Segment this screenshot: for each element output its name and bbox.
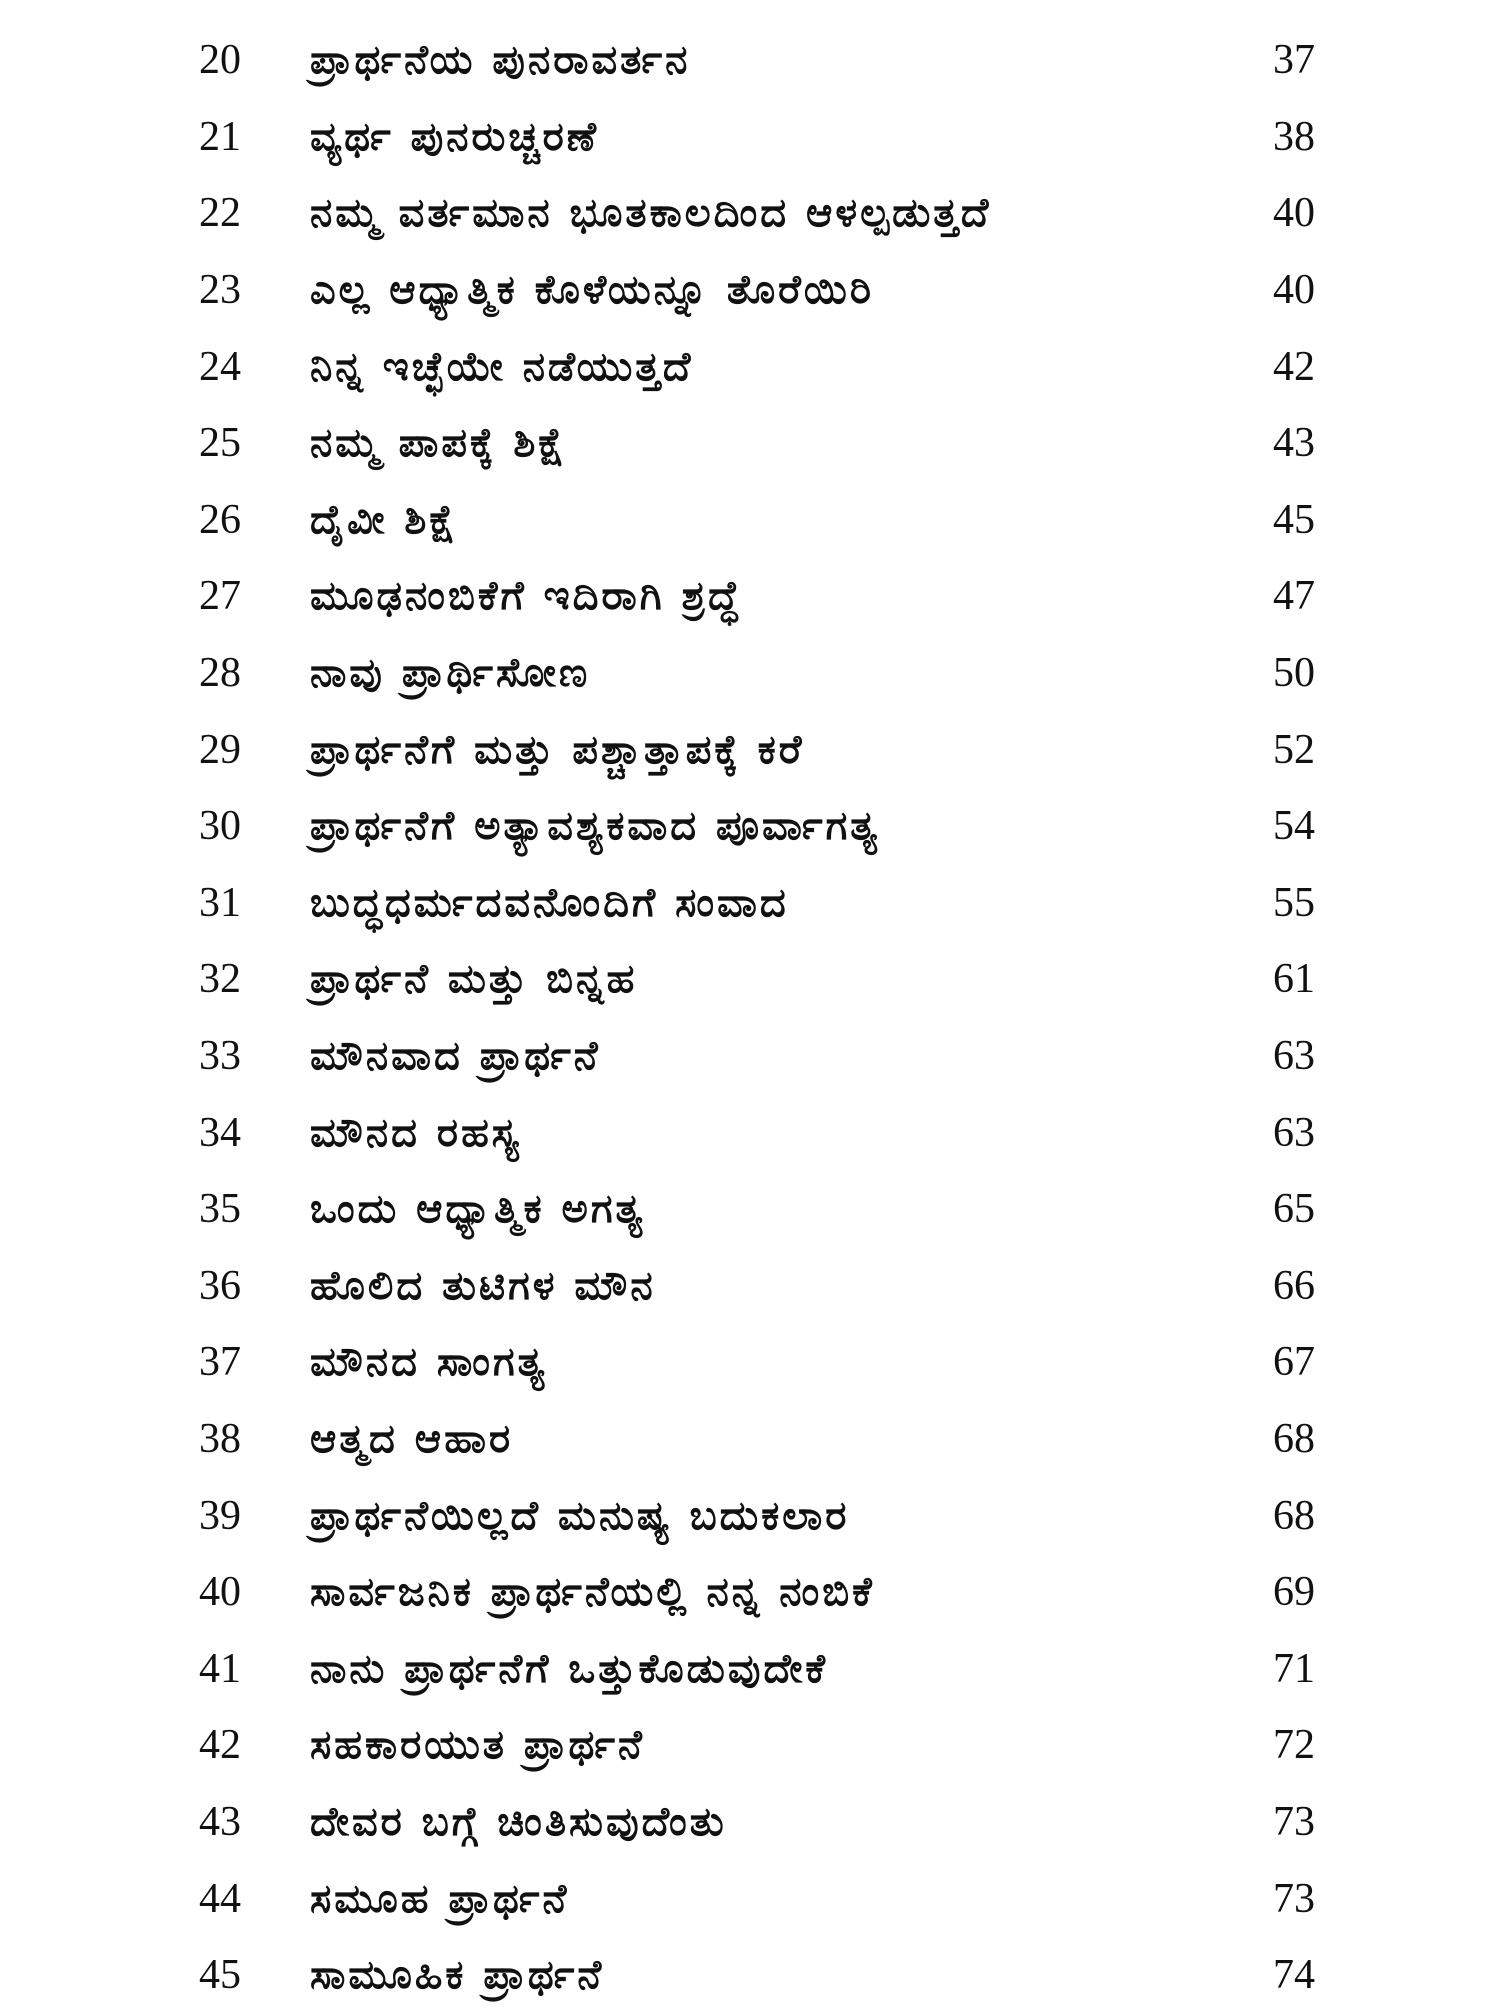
entry-number: 34: [199, 1109, 241, 1156]
entry-title: ಮೂಢನಂಬಿಕೆಗೆ ಇದಿರಾಗಿ ಶ್ರದ್ಧೆ: [310, 573, 742, 620]
entry-number: 35: [199, 1186, 241, 1233]
entry-page: 73: [1273, 1875, 1315, 1922]
entry-page: 66: [1273, 1262, 1315, 1309]
entry-title: ನಾವು ಪ್ರಾರ್ಥಿಸೋಣ: [310, 650, 591, 697]
entry-number: 41: [199, 1645, 241, 1692]
toc-entry: [0, 635, 1500, 712]
entry-title: ನಿನ್ನ ಇಚ್ಛೆಯೇ ನಡೆಯುತ್ತದೆ: [310, 343, 694, 390]
entry-title: ಪ್ರಾರ್ಥನೆಯ ಪುನರಾವರ್ತನ: [310, 37, 691, 84]
toc-entry: [0, 1630, 1500, 1707]
entry-title: ಸಮೂಹ ಪ್ರಾರ್ಥನೆ: [310, 1875, 570, 1922]
entry-title: ಪ್ರಾರ್ಥನೆ ಮತ್ತು ಬಿನ್ನಹ: [310, 956, 638, 1003]
entry-title: ಹೊಲಿದ ತುಟಿಗಳ ಮೌನ: [310, 1262, 656, 1309]
entry-title: ದೈವೀ ಶಿಕ್ಷೆ: [310, 496, 459, 543]
entry-number: 45: [199, 1952, 241, 1999]
toc-entry: [0, 22, 1500, 99]
entry-number: 29: [199, 726, 241, 773]
toc-entry: [0, 328, 1500, 405]
entry-title: ಬುದ್ಧಧರ್ಮದವನೊಂದಿಗೆ ಸಂವಾದ: [310, 879, 789, 926]
entry-number: 36: [199, 1262, 241, 1309]
entry-page: 69: [1273, 1569, 1315, 1616]
entry-number: 22: [199, 190, 241, 237]
entry-number: 24: [199, 343, 241, 390]
entry-title: ಸಾರ್ವಜನಿಕ ಪ್ರಾರ್ಥನೆಯಲ್ಲಿ ನನ್ನ ನಂಬಿಕೆ: [310, 1569, 875, 1616]
toc-entry: [0, 711, 1500, 788]
entry-number: 38: [199, 1415, 241, 1462]
toc-entry: [0, 1937, 1500, 2013]
entry-title: ನಮ್ಮ ವರ್ತಮಾನ ಭೂತಕಾಲದಿಂದ ಆಳಲ್ಪಡುತ್ತದೆ: [310, 190, 992, 237]
toc-entry: [0, 1554, 1500, 1631]
toc-entry: [0, 1018, 1500, 1095]
toc-entry: [0, 1171, 1500, 1248]
entry-page: 40: [1273, 190, 1315, 237]
entry-number: 44: [199, 1875, 241, 1922]
toc-entry: [0, 1784, 1500, 1861]
entry-page: 50: [1273, 650, 1315, 697]
entry-page: 42: [1273, 343, 1315, 390]
entry-title: ನಮ್ಮ ಪಾಪಕ್ಕೆ ಶಿಕ್ಷೆ: [310, 420, 568, 467]
toc-entry: [0, 252, 1500, 329]
entry-page: 45: [1273, 496, 1315, 543]
toc-entry: [0, 99, 1500, 176]
entry-page: 74: [1273, 1952, 1315, 1999]
entry-number: 31: [199, 879, 241, 926]
entry-title: ವ್ಯರ್ಥ ಪುನರುಚ್ಚರಣೆ: [310, 113, 599, 160]
entry-number: 39: [199, 1492, 241, 1539]
toc-entry: [0, 788, 1500, 865]
entry-number: 23: [199, 267, 241, 314]
entry-title: ಸಾಮೂಹಿಕ ಪ್ರಾರ್ಥನೆ: [310, 1952, 605, 1999]
entry-number: 30: [199, 803, 241, 850]
entry-page: 68: [1273, 1492, 1315, 1539]
entry-title: ನಾನು ಪ್ರಾರ್ಥನೆಗೆ ಒತ್ತುಕೊಡುವುದೇಕೆ: [310, 1645, 829, 1692]
entry-page: 72: [1273, 1722, 1315, 1769]
entry-page: 52: [1273, 726, 1315, 773]
entry-page: 61: [1273, 956, 1315, 1003]
entry-page: 68: [1273, 1415, 1315, 1462]
entry-page: 40: [1273, 267, 1315, 314]
entry-title: ಆತ್ಮದ ಆಹಾರ: [310, 1415, 514, 1462]
toc-entry: [0, 175, 1500, 252]
entry-number: 27: [199, 573, 241, 620]
entry-number: 20: [199, 37, 241, 84]
toc-entry: [0, 1860, 1500, 1937]
entry-number: 42: [199, 1722, 241, 1769]
toc-entry: [0, 1094, 1500, 1171]
entry-page: 38: [1273, 113, 1315, 160]
toc-entry: [0, 865, 1500, 942]
entry-page: 63: [1273, 1109, 1315, 1156]
toc-entry: [0, 1401, 1500, 1478]
entry-title: ಪ್ರಾರ್ಥನೆಗೆ ಅತ್ಯಾವಶ್ಯಕವಾದ ಪೂರ್ವಾಗತ್ಯ: [310, 803, 880, 850]
entry-page: 65: [1273, 1186, 1315, 1233]
toc-entry: [0, 941, 1500, 1018]
toc-entry: [0, 405, 1500, 482]
entry-number: 21: [199, 113, 241, 160]
entry-page: 37: [1273, 37, 1315, 84]
entry-page: 43: [1273, 420, 1315, 467]
entry-title: ಮೌನದ ಸಾಂಗತ್ಯ: [310, 1339, 548, 1386]
toc-entry: [0, 1248, 1500, 1325]
entry-number: 40: [199, 1569, 241, 1616]
entry-page: 55: [1273, 879, 1315, 926]
entry-page: 47: [1273, 573, 1315, 620]
entry-number: 37: [199, 1339, 241, 1386]
entry-title: ಒಂದು ಆಧ್ಯಾತ್ಮಿಕ ಅಗತ್ಯ: [310, 1186, 646, 1233]
table-of-contents: [0, 22, 1500, 2013]
entry-page: 63: [1273, 1033, 1315, 1080]
toc-entry: [0, 1707, 1500, 1784]
toc-entry: [0, 1477, 1500, 1554]
entry-title: ಮೌನದ ರಹಸ್ಯ: [310, 1109, 522, 1156]
entry-number: 33: [199, 1033, 241, 1080]
entry-number: 43: [199, 1798, 241, 1845]
toc-entry: [0, 1324, 1500, 1401]
toc-entry: [0, 558, 1500, 635]
entry-number: 32: [199, 956, 241, 1003]
entry-title: ದೇವರ ಬಗ್ಗೆ ಚಿಂತಿಸುವುದೆಂತು: [310, 1798, 727, 1845]
entry-title: ಪ್ರಾರ್ಥನೆಯಿಲ್ಲದೆ ಮನುಷ್ಯ ಬದುಕಲಾರ: [310, 1492, 850, 1539]
entry-number: 28: [199, 650, 241, 697]
entry-page: 54: [1273, 803, 1315, 850]
entry-title: ಮೌನವಾದ ಪ್ರಾರ್ಥನೆ: [310, 1033, 601, 1080]
entry-page: 67: [1273, 1339, 1315, 1386]
entry-page: 73: [1273, 1798, 1315, 1845]
entry-title: ಪ್ರಾರ್ಥನೆಗೆ ಮತ್ತು ಪಶ್ಚಾತ್ತಾಪಕ್ಕೆ ಕರೆ: [310, 726, 805, 773]
entry-number: 25: [199, 420, 241, 467]
entry-page: 71: [1273, 1645, 1315, 1692]
entry-title: ಎಲ್ಲ ಆಧ್ಯಾತ್ಮಿಕ ಕೊಳೆಯನ್ನೂ ತೊರೆಯಿರಿ: [310, 267, 874, 314]
entry-number: 26: [199, 496, 241, 543]
toc-entry: [0, 482, 1500, 559]
entry-title: ಸಹಕಾರಯುತ ಪ್ರಾರ್ಥನೆ: [310, 1722, 645, 1769]
